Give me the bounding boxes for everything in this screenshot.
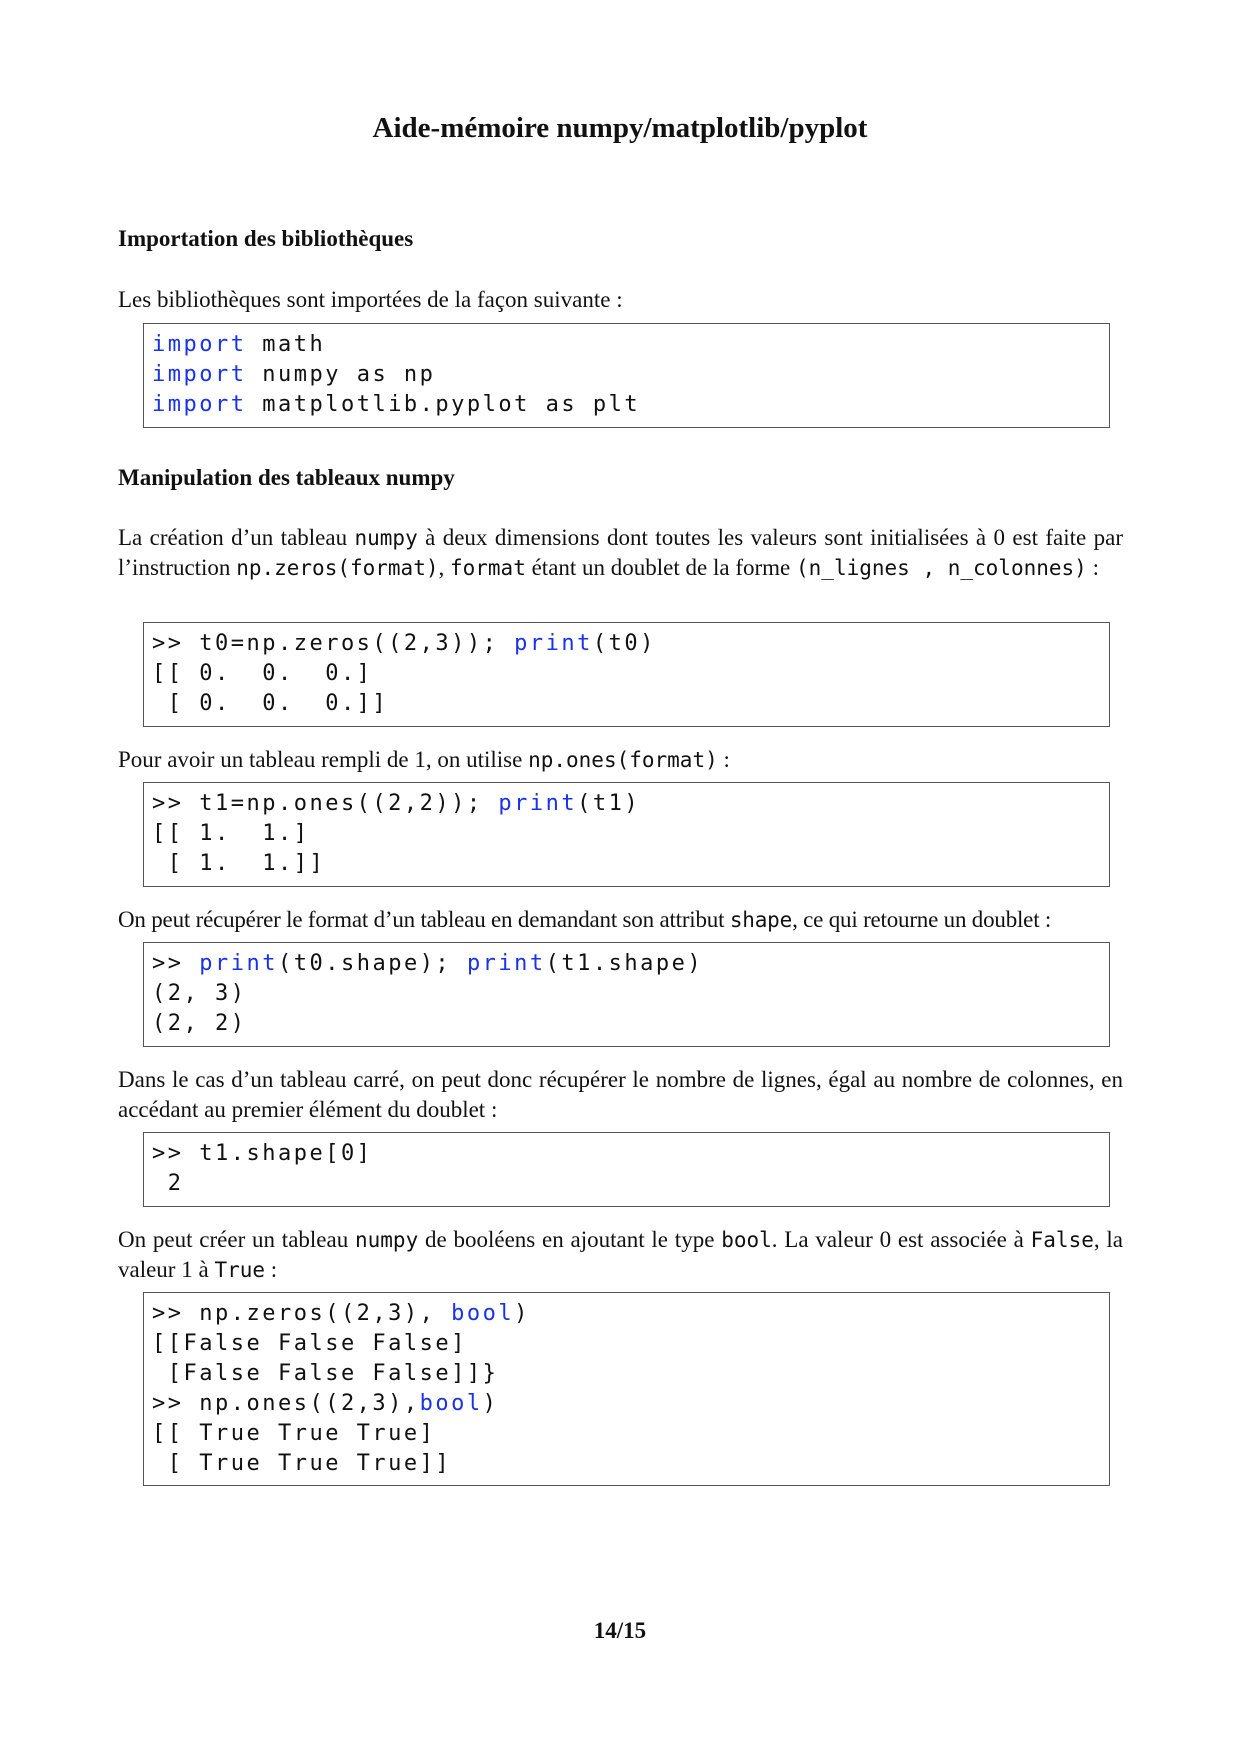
section1-intro: Les bibliothèques sont importées de la façon suivante :: [118, 287, 623, 312]
code-line: >> t1.shape[0]: [152, 1141, 373, 1166]
text-run: Pour avoir un tableau rempli de 1, on utilise: [118, 747, 529, 772]
code-text: (t1.shape): [545, 951, 704, 976]
code-block-zeros: [143, 622, 1110, 727]
text-run: :: [717, 747, 730, 772]
text-run: On peut créer un tableau: [118, 1227, 355, 1252]
code-text: matplotlib.pyplot as plt: [246, 392, 641, 417]
code-line: [152, 949, 1101, 979]
code-line: [152, 360, 1101, 390]
code-text: ): [482, 1391, 499, 1416]
code-keyword: print: [466, 951, 546, 976]
text-run: :: [1086, 555, 1099, 580]
code-block-ones: [143, 782, 1110, 887]
code-block-imports: [143, 323, 1110, 428]
code-keyword: import: [152, 392, 247, 417]
text-run: On peut récupérer le format d’un tableau en demandant son attribut: [118, 907, 730, 932]
code-keyword: bool: [419, 1391, 483, 1416]
text-run: à deux dimensions dont toutes les valeurs sont initialisées à 0 est faite par l’instruction: [118, 525, 1124, 580]
code-output: [False False False]]}: [152, 1361, 499, 1386]
code-output: [ 0. 0. 0.]]: [152, 691, 389, 716]
page-number: 14/15: [593, 1618, 647, 1643]
inline-code: numpy: [355, 1228, 419, 1252]
code-keyword: print: [498, 791, 578, 816]
inline-code: format: [449, 556, 526, 580]
code-text: >> np.ones((2,3),: [152, 1391, 420, 1416]
code-line: [152, 1389, 1101, 1419]
code-block-bool: [143, 1292, 1110, 1486]
code-output: [[ 0. 0. 0.]: [152, 661, 373, 686]
code-text: numpy as np: [246, 362, 436, 387]
code-keyword: print: [199, 951, 278, 976]
inline-code: False: [1030, 1228, 1094, 1252]
text-run: , ce qui retourne un doublet :: [792, 907, 1052, 932]
code-output: [[False False False]: [152, 1331, 467, 1356]
code-line: [152, 629, 1101, 659]
paragraph-square: Dans le cas d’un tableau carré, on peut donc récupérer le nombre de lignes, égal au nombre de colonnes, en accédant au premier élément du doublet :: [118, 1067, 1123, 1122]
code-output: [[ 1. 1.]: [152, 821, 310, 846]
inline-code: np.zeros(format): [236, 556, 439, 580]
code-output: (2, 3): [152, 981, 247, 1006]
code-keyword: print: [514, 631, 593, 656]
code-output: [ 1. 1.]]: [152, 851, 326, 876]
code-text: (t0.shape);: [277, 951, 467, 976]
text-run: . La valeur 0 est associée à: [771, 1227, 1031, 1252]
code-line: [152, 390, 1101, 420]
code-text: (t0): [592, 631, 656, 656]
text-run: La création d’un tableau: [118, 525, 355, 550]
text-run: , la valeur 1 à: [118, 1227, 1123, 1282]
code-line: [152, 789, 1101, 819]
code-text: >> t0=np.zeros((2,3));: [152, 631, 515, 656]
inline-code: numpy: [354, 526, 418, 550]
code-block-shape-index: [143, 1132, 1110, 1207]
code-text: ): [514, 1301, 530, 1326]
code-line: [152, 330, 1101, 360]
paragraph-zeros: [118, 523, 1123, 583]
code-output: 2: [152, 1171, 184, 1196]
text-run: de booléens en ajoutant le type: [418, 1227, 722, 1252]
inline-code: True: [214, 1258, 266, 1282]
text-run: étant un doublet de la forme: [525, 555, 797, 580]
code-output: (2, 2): [152, 1011, 247, 1036]
code-block-shape: [143, 942, 1110, 1047]
code-text: >>: [152, 951, 200, 976]
code-text: >> np.zeros((2,3),: [152, 1301, 452, 1326]
code-output: [[ True True True]: [152, 1421, 436, 1446]
section-heading-importation: Importation des bibliothèques: [118, 226, 414, 251]
code-keyword: import: [152, 362, 247, 387]
text-run: ,: [438, 555, 450, 580]
code-output: [ True True True]]: [152, 1451, 452, 1476]
code-keyword: import: [152, 332, 247, 357]
code-keyword: bool: [451, 1301, 515, 1326]
code-text: (t1): [577, 791, 641, 816]
page-title: Aide-mémoire numpy/matplotlib/pyplot: [372, 112, 868, 144]
paragraph-bool: [118, 1225, 1123, 1285]
inline-code: np.ones(format): [528, 748, 718, 772]
inline-code: bool: [721, 1228, 772, 1252]
inline-code: shape: [729, 908, 793, 932]
inline-code: (n_lignes , n_colonnes): [796, 556, 1087, 580]
text-run: :: [265, 1257, 278, 1282]
code-line: [152, 1299, 1101, 1329]
section-heading-manipulation: Manipulation des tableaux numpy: [118, 465, 455, 490]
paragraph-ones: [118, 745, 1123, 775]
code-text: math: [246, 332, 326, 357]
paragraph-shape: [118, 905, 1123, 935]
code-text: >> t1=np.ones((2,2));: [152, 791, 499, 816]
